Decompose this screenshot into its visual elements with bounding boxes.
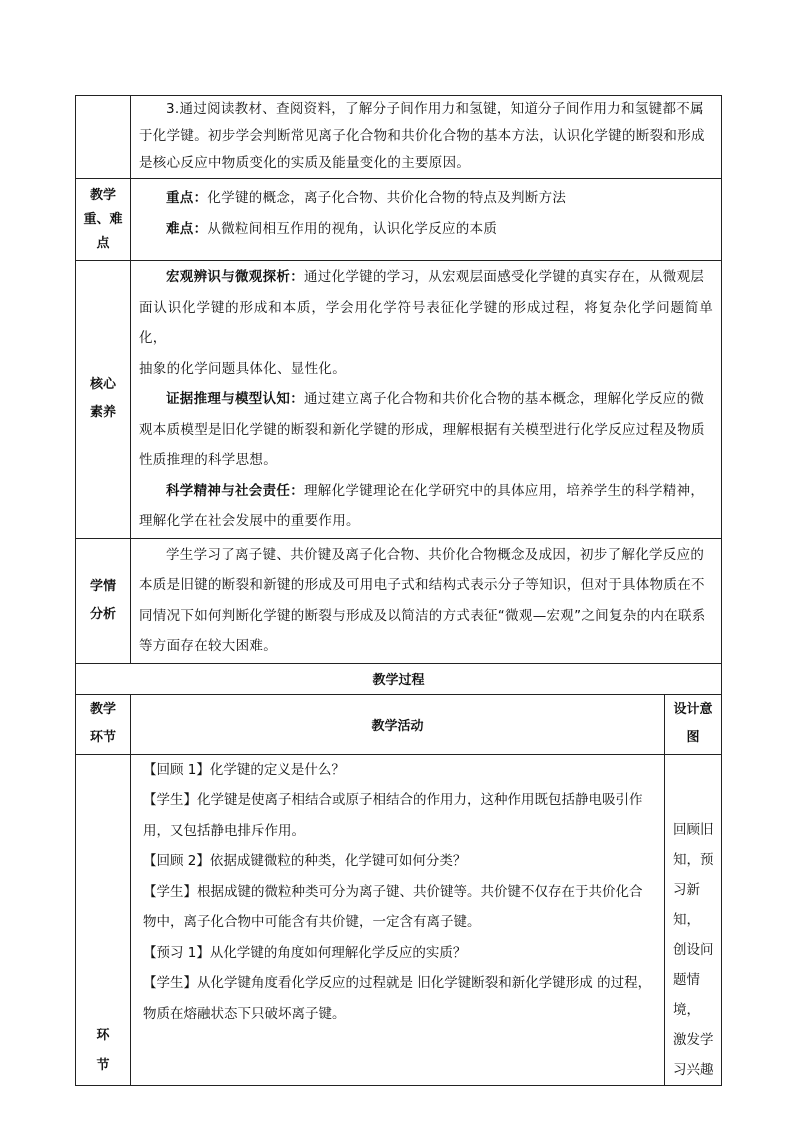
lesson-plan-table [75, 95, 722, 1086]
analysis-text: 同情况下如何判断化学键的断裂与形成及以简洁的方式表征“微观—宏观”之间复杂的内在联系 [139, 607, 706, 624]
header-activity: 教学活动 [131, 694, 665, 754]
literacy-text: 理解化学键理论在化学研究中的具体应用，培养学生的科学精神， [304, 482, 705, 499]
objectives-content [131, 96, 722, 179]
design-intent-text [673, 815, 717, 1085]
segment-activities [131, 754, 665, 1085]
segment-label [76, 754, 131, 1085]
design-intent-line: 回顾旧 [673, 821, 714, 838]
design-intent-line: 创设问 [673, 941, 714, 958]
preview-question: 【预习 1】从化学键的角度如何理解化学反应的实质？ [143, 944, 467, 961]
student-answer: 【学生】根据成键的微粒种类可分为离子键、共价键等。共价键不仅存在于共价化合 [143, 883, 643, 900]
review-question: 【回顾 2】依据成键微粒的种类，化学键可如何分类？ [143, 853, 467, 869]
label-text: 重、难 [83, 211, 123, 227]
header-text: 设计意 [673, 702, 713, 717]
label-text: 核心 [89, 377, 116, 393]
key-points-label [76, 179, 131, 261]
process-title: 教学过程 [76, 663, 722, 694]
segment-row [76, 754, 722, 1085]
objectives-row [76, 96, 722, 179]
literacy-text: 性质推理的科学思想。 [139, 452, 277, 468]
student-answer: 【学生】从化学键角度看化学反应的过程就是 旧化学键断裂和新化学键形成 的过程， [143, 975, 652, 991]
design-intent-line: 知，预 [673, 851, 714, 868]
process-header-row [76, 694, 722, 754]
key-point-label: 重点： [166, 190, 208, 206]
literacy-text: 通过建立离子化合物和共价化合物的基本概念，理解化学反应的微 [304, 391, 705, 407]
label-text: 分析 [89, 606, 116, 622]
difficult-point-text: 从微粒间相互作用的视角，认识化学反应的本质 [207, 220, 498, 237]
student-answer: 用，又包括静电排斥作用。 [143, 822, 305, 839]
segment-label-text: 节 [96, 1057, 110, 1073]
literacy-text: 面认识化学键的形成和本质，学会用化学符号表征化学键的形成过程，将复杂化学问题简单化， [139, 299, 713, 346]
process-title-row [76, 663, 722, 694]
key-point-text: 化学键的概念，离子化合物、共价化合物的特点及判断方法 [207, 190, 567, 206]
review-question: 【回顾 1】化学键的定义是什么？ [143, 761, 345, 778]
design-intent-line: 习新知， [673, 881, 700, 928]
objectives-label-cell [76, 96, 131, 179]
header-text: 环节 [89, 730, 116, 745]
literacy-label-text: 科学精神与社会责任： [166, 482, 304, 499]
analysis-content [131, 538, 722, 663]
student-answer: 物中，离子化合物中可能含有共价键，一定含有离子键。 [143, 914, 481, 930]
segment-label-text: 环 [96, 1027, 110, 1043]
literacy-content [131, 261, 722, 539]
label-text: 教学 [89, 187, 116, 203]
design-intent-line: 激发学 [673, 1031, 714, 1048]
analysis-label [76, 538, 131, 663]
design-intent-line: 习兴趣 [673, 1061, 714, 1078]
header-text: 图 [686, 730, 700, 745]
key-point [139, 183, 713, 214]
header-segment [76, 694, 131, 754]
literacy-text: 理解化学在社会发展中的重要作用。 [139, 513, 360, 529]
objective-3-line: 3.通过阅读教材、查阅资料，了解分子间作用力和氢键，知道分子间作用力和氢键都不属 [166, 101, 704, 117]
label-text: 素养 [89, 405, 116, 421]
literacy-label-text: 宏观辨识与微观探析： [166, 269, 304, 285]
student-answer: 【学生】化学键是使离子相结合或原子相结合的作用力，这种作用既包括静电吸引作 [143, 792, 643, 808]
literacy-text: 抽象的化学问题具体化、显性化。 [139, 360, 346, 377]
objective-3-line: 于化学键。初步学会判断常见离子化合物和共价化合物的基本方法，认识化学键的断裂和形成 [139, 128, 705, 144]
literacy-paragraph [139, 476, 713, 507]
label-text: 点 [96, 235, 110, 251]
analysis-row [76, 538, 722, 663]
literacy-paragraph [139, 262, 713, 293]
literacy-paragraph [139, 384, 713, 415]
literacy-text: 观本质模型是旧化学键的断裂和新化学键的形成，理解根据有关模型进行化学反应过程及物质 [139, 421, 705, 438]
difficult-point-label: 难点： [166, 220, 208, 237]
literacy-row [76, 261, 722, 539]
label-text: 学情 [89, 578, 116, 594]
analysis-text: 学生学习了离子键、共价键及离子化合物、共价化合物概念及成因，初步了解化学反应的 [166, 546, 705, 563]
student-answer: 物质在熔融状态下只破坏离子键。 [143, 1005, 346, 1022]
header-design [665, 694, 722, 754]
literacy-label-text: 证据推理与模型认知： [166, 391, 304, 407]
segment-design-intent [665, 754, 722, 1085]
difficult-point [139, 214, 713, 245]
key-points-row [76, 179, 722, 261]
objective-3-line: 是核心反应中物质变化的实质及能量变化的主要原因。 [139, 155, 471, 171]
key-points-content [131, 179, 722, 261]
literacy-text: 通过化学键的学习，从宏观层面感受化学键的真实存在，从微观层 [304, 269, 705, 285]
design-intent-line: 题情境， [673, 971, 700, 1018]
analysis-text: 等方面存在较大困难。 [139, 638, 277, 654]
analysis-text: 本质是旧键的断裂和新键的形成及可用电子式和结构式表示分子等知识，但对于具体物质在不 [139, 577, 705, 593]
literacy-label [76, 261, 131, 539]
header-text: 教学 [89, 702, 116, 717]
